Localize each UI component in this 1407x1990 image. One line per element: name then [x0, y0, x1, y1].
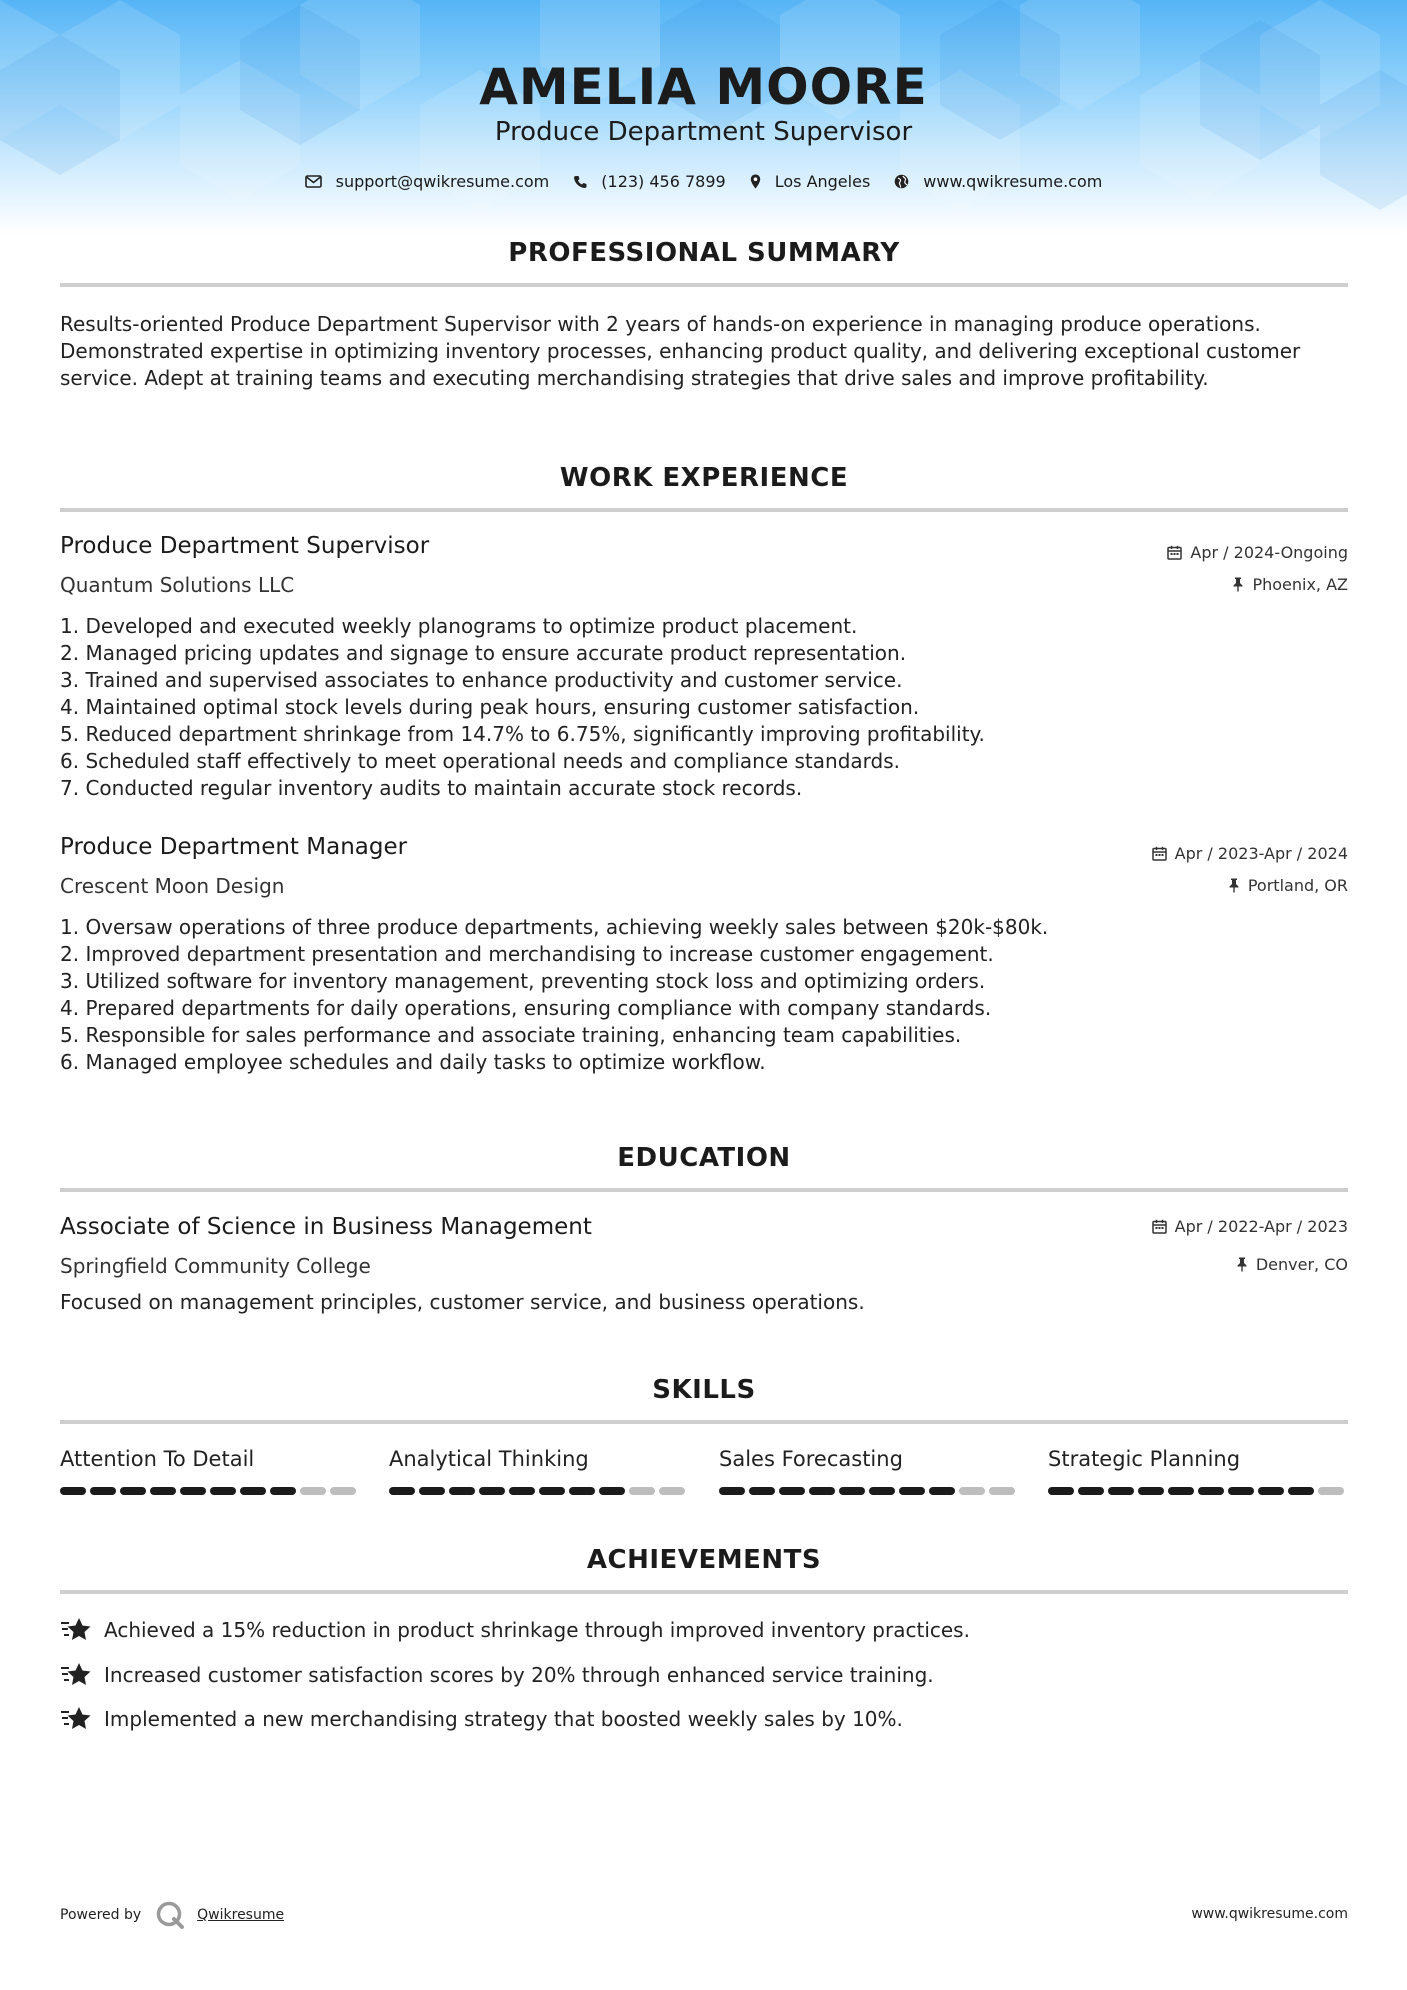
achievements-heading: ACHIEVEMENTS: [586, 1545, 822, 1575]
education-dates-text: Apr / 2022-Apr / 2023: [1174, 1217, 1348, 1236]
skill-segment-filled: [120, 1487, 146, 1495]
skill-analytical-thinking: [389, 1447, 689, 1495]
summary-text: Results-oriented Produce Department Supervisor with 2 years of hands-on experience in managing produce operations. Demonstrated expertise in optimizing inventory processes, enhancing product quality, and delivering exceptional customer service. Adept at training teams and executing merchandising strategies that drive sales and improve profitability.: [60, 312, 1301, 390]
achievement-item: [60, 1617, 970, 1643]
job-2-dates-text: Apr / 2023-Apr / 2024: [1174, 844, 1348, 863]
skill-segment-filled: [180, 1487, 206, 1495]
skill-segment-filled: [1198, 1487, 1224, 1495]
achievement-text: Increased customer satisfaction scores by 20% through enhanced service training.: [104, 1663, 934, 1687]
list-item: 4. Maintained optimal stock levels during peak hours, ensuring customer satisfaction.: [60, 695, 920, 719]
map-pin-icon: [750, 174, 761, 189]
job-2-location-text: Portland, OR: [1247, 876, 1348, 895]
skill-segment-filled: [839, 1487, 865, 1495]
list-item: 1. Developed and executed weekly planograms to optimize product placement.: [60, 614, 858, 638]
list-item: 4. Prepared departments for daily operations, ensuring compliance with company standards.: [60, 996, 992, 1020]
skill-segment-filled: [779, 1487, 805, 1495]
calendar-icon: [1167, 545, 1182, 560]
list-item: 7. Conducted regular inventory audits to maintain accurate stock records.: [60, 776, 803, 800]
skill-attention-to-detail: [60, 1447, 360, 1495]
candidate-title: Produce Department Supervisor: [494, 117, 913, 147]
contact-email-text: support@qwikresume.com: [335, 172, 550, 191]
skill-segment-filled: [719, 1487, 745, 1495]
star-icon: [60, 1662, 92, 1688]
education-school: Springfield Community College: [60, 1254, 371, 1278]
skill-segment-filled: [479, 1487, 505, 1495]
list-item: 1. Oversaw operations of three produce departments, achieving weekly sales between $20k-$80k.: [60, 915, 1049, 939]
qwikresume-logo-icon: [155, 1900, 185, 1930]
envelope-icon: [305, 175, 322, 188]
skill-segment-filled: [1168, 1487, 1194, 1495]
skill-segment-filled: [60, 1487, 86, 1495]
skill-segment-filled: [270, 1487, 296, 1495]
skill-segment-filled: [1258, 1487, 1284, 1495]
achievement-item: [60, 1706, 903, 1732]
skill-segment-filled: [599, 1487, 625, 1495]
skill-segment-filled: [1108, 1487, 1134, 1495]
contact-website-text: www.qwikresume.com: [923, 172, 1103, 191]
skill-segment-filled: [449, 1487, 475, 1495]
skill-segment-empty: [659, 1487, 685, 1495]
education-description: Focused on management principles, customer service, and business operations.: [60, 1290, 865, 1314]
star-icon: [60, 1617, 92, 1643]
job-1-bullets: [60, 613, 1340, 802]
skill-segment-empty: [1318, 1487, 1344, 1495]
contact-bar: [0, 172, 1407, 191]
summary-divider: [60, 283, 1348, 287]
skill-segment-filled: [210, 1487, 236, 1495]
skill-strategic-planning: [1048, 1447, 1348, 1495]
skill-segment-filled: [899, 1487, 925, 1495]
list-item: 3. Utilized software for inventory management, preventing stock loss and optimizing orders.: [60, 969, 986, 993]
thumbtack-icon: [1228, 878, 1240, 893]
skill-segment-filled: [1078, 1487, 1104, 1495]
education-heading: EDUCATION: [617, 1143, 791, 1173]
list-item: 2. Managed pricing updates and signage to ensure accurate product representation.: [60, 641, 907, 665]
qwikresume-link[interactable]: Qwikresume: [197, 1907, 285, 1923]
powered-by-label: Powered by: [60, 1907, 142, 1923]
phone-icon: [573, 175, 587, 189]
thumbtack-icon: [1232, 577, 1244, 592]
skills-heading: SKILLS: [652, 1375, 756, 1405]
job-2-role: Produce Department Manager: [60, 834, 408, 860]
list-item: 2. Improved department presentation and merchandising to increase customer engagement.: [60, 942, 994, 966]
skill-segment-filled: [749, 1487, 775, 1495]
list-item: 3. Trained and supervised associates to enhance productivity and customer service.: [60, 668, 903, 692]
skill-sales-forecasting: [719, 1447, 1019, 1495]
skill-segment-filled: [240, 1487, 266, 1495]
list-item: 5. Responsible for sales performance and associate training, enhancing team capabilities.: [60, 1023, 962, 1047]
skill-level-bar: [1048, 1487, 1348, 1495]
skill-segment-filled: [1288, 1487, 1314, 1495]
skill-segment-filled: [569, 1487, 595, 1495]
skill-name: Strategic Planning: [1048, 1447, 1241, 1471]
skill-level-bar: [389, 1487, 689, 1495]
job-1-location-text: Phoenix, AZ: [1252, 575, 1348, 594]
education-dates: [1152, 1217, 1348, 1236]
skill-segment-filled: [389, 1487, 415, 1495]
skill-segment-filled: [90, 1487, 116, 1495]
achievements-divider: [60, 1590, 1348, 1594]
contact-phone-text: (123) 456 7899: [601, 172, 726, 191]
footer-powered-by: [60, 1900, 284, 1930]
summary-heading: PROFESSIONAL SUMMARY: [508, 238, 900, 268]
skills-divider: [60, 1420, 1348, 1424]
contact-phone[interactable]: [573, 172, 725, 191]
candidate-name: AMELIA MOORE: [479, 58, 928, 116]
job-1-dates: [1167, 543, 1348, 562]
skill-segment-filled: [1138, 1487, 1164, 1495]
education-location: [1236, 1255, 1348, 1274]
achievement-text: Implemented a new merchandising strategy that boosted weekly sales by 10%.: [104, 1707, 903, 1731]
experience-heading: WORK EXPERIENCE: [559, 463, 849, 493]
job-1-company: Quantum Solutions LLC: [60, 573, 295, 597]
contact-location: [750, 172, 871, 191]
skill-segment-filled: [150, 1487, 176, 1495]
education-degree: Associate of Science in Business Management: [60, 1214, 592, 1240]
contact-email[interactable]: [305, 172, 550, 191]
job-1-role: Produce Department Supervisor: [60, 533, 430, 559]
star-icon: [60, 1706, 92, 1732]
skill-segment-filled: [809, 1487, 835, 1495]
skill-name: Analytical Thinking: [389, 1447, 589, 1471]
list-item: 6. Scheduled staff effectively to meet operational needs and compliance standards.: [60, 749, 900, 773]
contact-location-text: Los Angeles: [774, 172, 871, 191]
experience-divider: [60, 508, 1348, 512]
footer-website[interactable]: www.qwikresume.com: [1191, 1906, 1348, 1922]
skill-segment-filled: [539, 1487, 565, 1495]
skill-segment-empty: [989, 1487, 1015, 1495]
job-2-company: Crescent Moon Design: [60, 874, 285, 898]
job-1-location: [1232, 575, 1348, 594]
thumbtack-icon: [1236, 1257, 1248, 1272]
job-1-dates-text: Apr / 2024-Ongoing: [1190, 543, 1348, 562]
skill-segment-empty: [330, 1487, 356, 1495]
job-2-dates: [1152, 844, 1348, 863]
skill-segment-empty: [629, 1487, 655, 1495]
skill-segment-filled: [869, 1487, 895, 1495]
skill-segment-filled: [419, 1487, 445, 1495]
calendar-icon: [1152, 1219, 1167, 1234]
skill-level-bar: [60, 1487, 360, 1495]
list-item: 6. Managed employee schedules and daily tasks to optimize workflow.: [60, 1050, 766, 1074]
education-divider: [60, 1188, 1348, 1192]
skill-name: Sales Forecasting: [719, 1447, 903, 1471]
skill-segment-empty: [300, 1487, 326, 1495]
skill-segment-filled: [509, 1487, 535, 1495]
job-2-bullets: [60, 914, 1340, 1076]
education-location-text: Denver, CO: [1255, 1255, 1348, 1274]
skill-level-bar: [719, 1487, 1019, 1495]
calendar-icon: [1152, 846, 1167, 861]
contact-website[interactable]: [894, 172, 1102, 191]
skill-segment-filled: [1228, 1487, 1254, 1495]
job-2-location: [1228, 876, 1348, 895]
achievement-item: [60, 1662, 934, 1688]
achievement-text: Achieved a 15% reduction in product shrinkage through improved inventory practices.: [104, 1618, 970, 1642]
globe-icon: [894, 174, 909, 189]
skill-segment-empty: [959, 1487, 985, 1495]
skill-segment-filled: [929, 1487, 955, 1495]
skill-segment-filled: [1048, 1487, 1074, 1495]
list-item: 5. Reduced department shrinkage from 14.7% to 6.75%, significantly improving profitability.: [60, 722, 985, 746]
skill-name: Attention To Detail: [60, 1447, 255, 1471]
